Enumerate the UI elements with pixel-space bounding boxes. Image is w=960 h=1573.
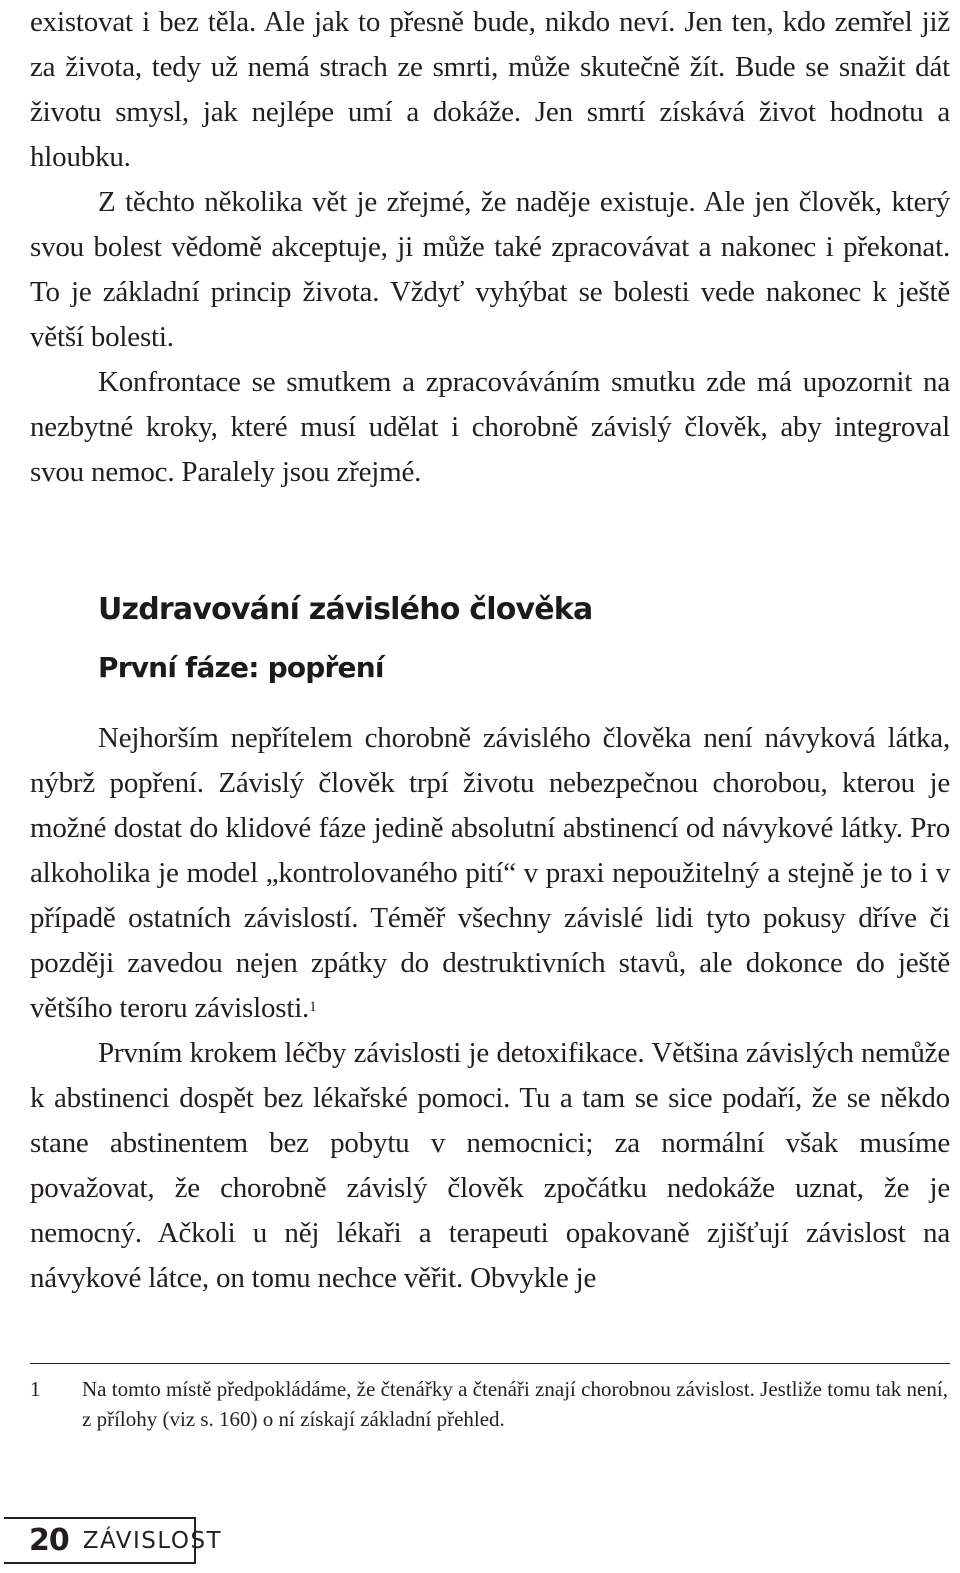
paragraph: Konfrontace se smutkem a zpracováváním smutku zde má upozornit na nezbytné kroky, které musí udělat i chorobně závislý člověk, aby integroval svou nemoc. Paralely jsou zřejmé. xyxy=(30,366,950,488)
top-text-block xyxy=(30,0,950,495)
subsection-title: První fáze: popření xyxy=(98,651,384,684)
paragraph: Prvním krokem léčby závislosti je detoxifikace. Většina závislých nemůže k abstinenci dospět bez lékařské pomoci. Tu a tam se sice podaří, že se někdo stane abstinentem bez pobytu v nemocnici; za normální však musíme považovat, že chorobně závislý člověk zpočátku nedokáže uznat, že je nemocný. Ačkoli u něj lékaři a terapeuti opakovaně zjišťují závislost na návykové látce, on tomu nechce věřit. Obvykle je xyxy=(30,1037,950,1294)
paragraph: existovat i bez těla. Ale jak to přesně bude, nikdo neví. Jen ten, kdo zemřel již za života, tedy už nemá strach ze smrti, může skutečně žít. Bude se snažit dát životu smysl, jak nejlépe umí a dokáže. Jen smrtí získává život hodnotu a hloubku. xyxy=(30,6,950,173)
paragraph: Z těchto několika vět je zřejmé, že naděje existuje. Ale jen člověk, který svou bolest vědomě akceptuje, ji může také zpracovávat a nakonec i překonat. To je základní princip života. Vždyť vyhýbat se bolesti vede nakonec k ještě větší bolesti. xyxy=(30,186,950,353)
running-head: ZÁVISLOST xyxy=(82,1527,223,1554)
footnote-number: 1 xyxy=(30,1377,41,1401)
page-number: 20 xyxy=(29,1523,69,1558)
paragraph xyxy=(30,716,950,1031)
paragraph-text: Nejhorším nepřítelem chorobně závislého člověka není návyková látka, nýbrž popření. Závislý člověk trpí životu nebezpečnou chorobou, kterou je možné dostat do klidové fáze jedině absolutní abstinencí od návykové látky. Pro alkoholika je model „kontrolovaného pití“ v praxi nepoužitelný a stejně je to i v případě ostatních závislostí. Téměř všechny závislé lidi tyto pokusy dříve či později zavedou nejen zpátky do destruktivních stavů, ale dokonce do ještě většího teroru závislosti. xyxy=(30,722,950,1024)
footnote xyxy=(30,1374,950,1434)
footnote-text: Na tomto místě předpokládáme, že čtenářky a čtenáři znají chorobnou závislost. Jestliže tomu tak není, z přílohy (viz s. 160) o ní získají základní přehled. xyxy=(82,1377,948,1431)
footnote-reference: 1 xyxy=(309,999,317,1015)
page-footer xyxy=(4,1517,223,1564)
footnote-divider xyxy=(30,1363,950,1364)
section-text-block xyxy=(30,716,950,1301)
section-title: Uzdravování závislého člověka xyxy=(98,592,593,627)
